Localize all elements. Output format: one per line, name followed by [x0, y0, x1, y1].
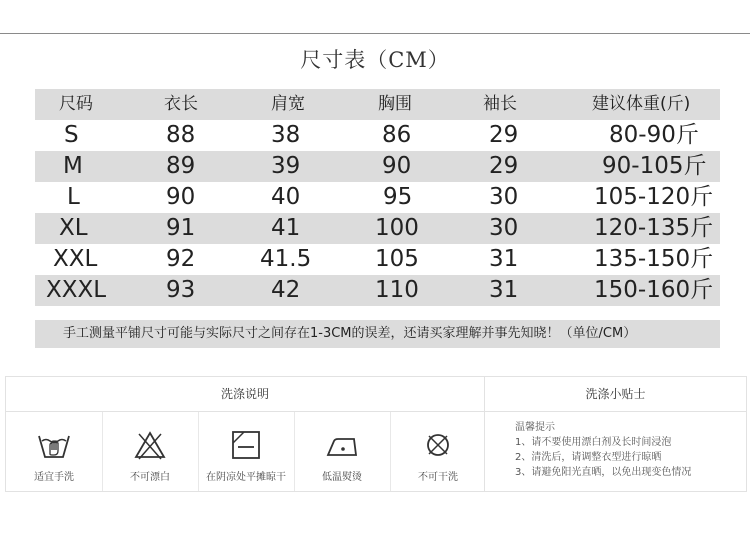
- care-symbols: [6, 412, 485, 491]
- cell-chest: 100: [375, 215, 419, 241]
- cell-weight: 135-150斤: [594, 246, 714, 272]
- header-chest: 胸围: [378, 94, 412, 114]
- top-divider: [0, 33, 750, 34]
- tips-heading: 温馨提示: [515, 422, 555, 433]
- care-symbol-dry-flat-shade: [198, 412, 295, 491]
- care-tips-title: 洗涤小贴士: [485, 377, 746, 412]
- cell-length: 89: [166, 153, 196, 179]
- dry-flat-shade-icon: [229, 430, 263, 460]
- cell-shoulder: 42: [271, 277, 301, 303]
- cell-sleeve: 29: [489, 153, 519, 179]
- table-row: [35, 275, 720, 306]
- care-label: 低温熨烫: [322, 472, 362, 483]
- cell-weight: 90-105斤: [602, 153, 707, 179]
- care-label: 适宜手洗: [34, 472, 74, 483]
- tip-item: 2、清洗后，请调整衣型进行晾晒: [515, 452, 662, 463]
- header-sleeve: 袖长: [483, 94, 517, 114]
- care-symbol-no-dry-clean: [390, 412, 486, 491]
- measurement-notice: 手工测量平铺尺寸可能与实际尺寸之间存在1-3CM的误差，还请买家理解并事先知晓！（单位/CM）: [35, 320, 720, 348]
- cell-size: S: [64, 122, 79, 148]
- cell-sleeve: 31: [489, 246, 519, 272]
- header-length: 衣长: [164, 94, 198, 114]
- cell-size: L: [67, 184, 80, 210]
- cell-shoulder: 41: [271, 215, 301, 241]
- cell-weight: 150-160斤: [594, 277, 714, 303]
- care-symbol-no-bleach: [102, 412, 199, 491]
- table-row: [35, 244, 720, 275]
- header-weight: 建议体重(斤): [592, 94, 691, 114]
- cell-size: XL: [59, 215, 88, 241]
- care-tips: [485, 412, 746, 491]
- cell-chest: 105: [375, 246, 419, 272]
- cell-chest: 86: [382, 122, 412, 148]
- cell-length: 88: [166, 122, 196, 148]
- table-row: [35, 151, 720, 182]
- care-panel: [5, 376, 747, 492]
- cell-chest: 95: [383, 184, 413, 210]
- cell-size: XXXL: [46, 277, 107, 303]
- cell-sleeve: 29: [489, 122, 519, 148]
- cell-size: XXL: [53, 246, 98, 272]
- size-table-header: [35, 89, 720, 120]
- hand-wash-icon: [37, 430, 71, 460]
- no-bleach-icon: [133, 430, 167, 460]
- care-label: 不可干洗: [418, 472, 458, 483]
- low-iron-icon: [325, 430, 359, 460]
- cell-weight: 80-90斤: [609, 122, 699, 148]
- table-row: [35, 120, 720, 151]
- cell-chest: 110: [375, 277, 419, 303]
- size-table: [35, 89, 720, 306]
- cell-length: 91: [166, 215, 196, 241]
- table-row: [35, 182, 720, 213]
- header-shoulder: 肩宽: [271, 94, 305, 114]
- cell-sleeve: 31: [489, 277, 519, 303]
- cell-shoulder: 41.5: [260, 246, 312, 272]
- tip-item: 1、请不要使用漂白剂及长时间浸泡: [515, 437, 672, 448]
- cell-shoulder: 40: [271, 184, 301, 210]
- cell-length: 90: [166, 184, 196, 210]
- header-size: 尺码: [59, 94, 93, 114]
- cell-weight: 105-120斤: [594, 184, 714, 210]
- care-symbol-low-iron: [294, 412, 391, 491]
- cell-length: 92: [166, 246, 196, 272]
- care-instructions-title: 洗涤说明: [6, 377, 485, 412]
- table-row: [35, 213, 720, 244]
- care-symbol-hand-wash: [6, 412, 103, 491]
- cell-length: 93: [166, 277, 196, 303]
- cell-sleeve: 30: [489, 184, 519, 210]
- cell-weight: 120-135斤: [594, 215, 714, 241]
- care-label: 在阴凉处平摊晾干: [206, 472, 286, 483]
- size-chart-title: 尺寸表（CM）: [300, 48, 450, 72]
- care-label: 不可漂白: [130, 472, 170, 483]
- cell-sleeve: 30: [489, 215, 519, 241]
- care-tips-list: [515, 420, 691, 480]
- cell-chest: 90: [382, 153, 412, 179]
- no-dry-clean-icon: [421, 430, 455, 460]
- cell-shoulder: 38: [271, 122, 301, 148]
- cell-shoulder: 39: [271, 153, 301, 179]
- tip-item: 3、请避免阳光直晒，以免出现变色情况: [515, 467, 692, 478]
- cell-size: M: [63, 153, 83, 179]
